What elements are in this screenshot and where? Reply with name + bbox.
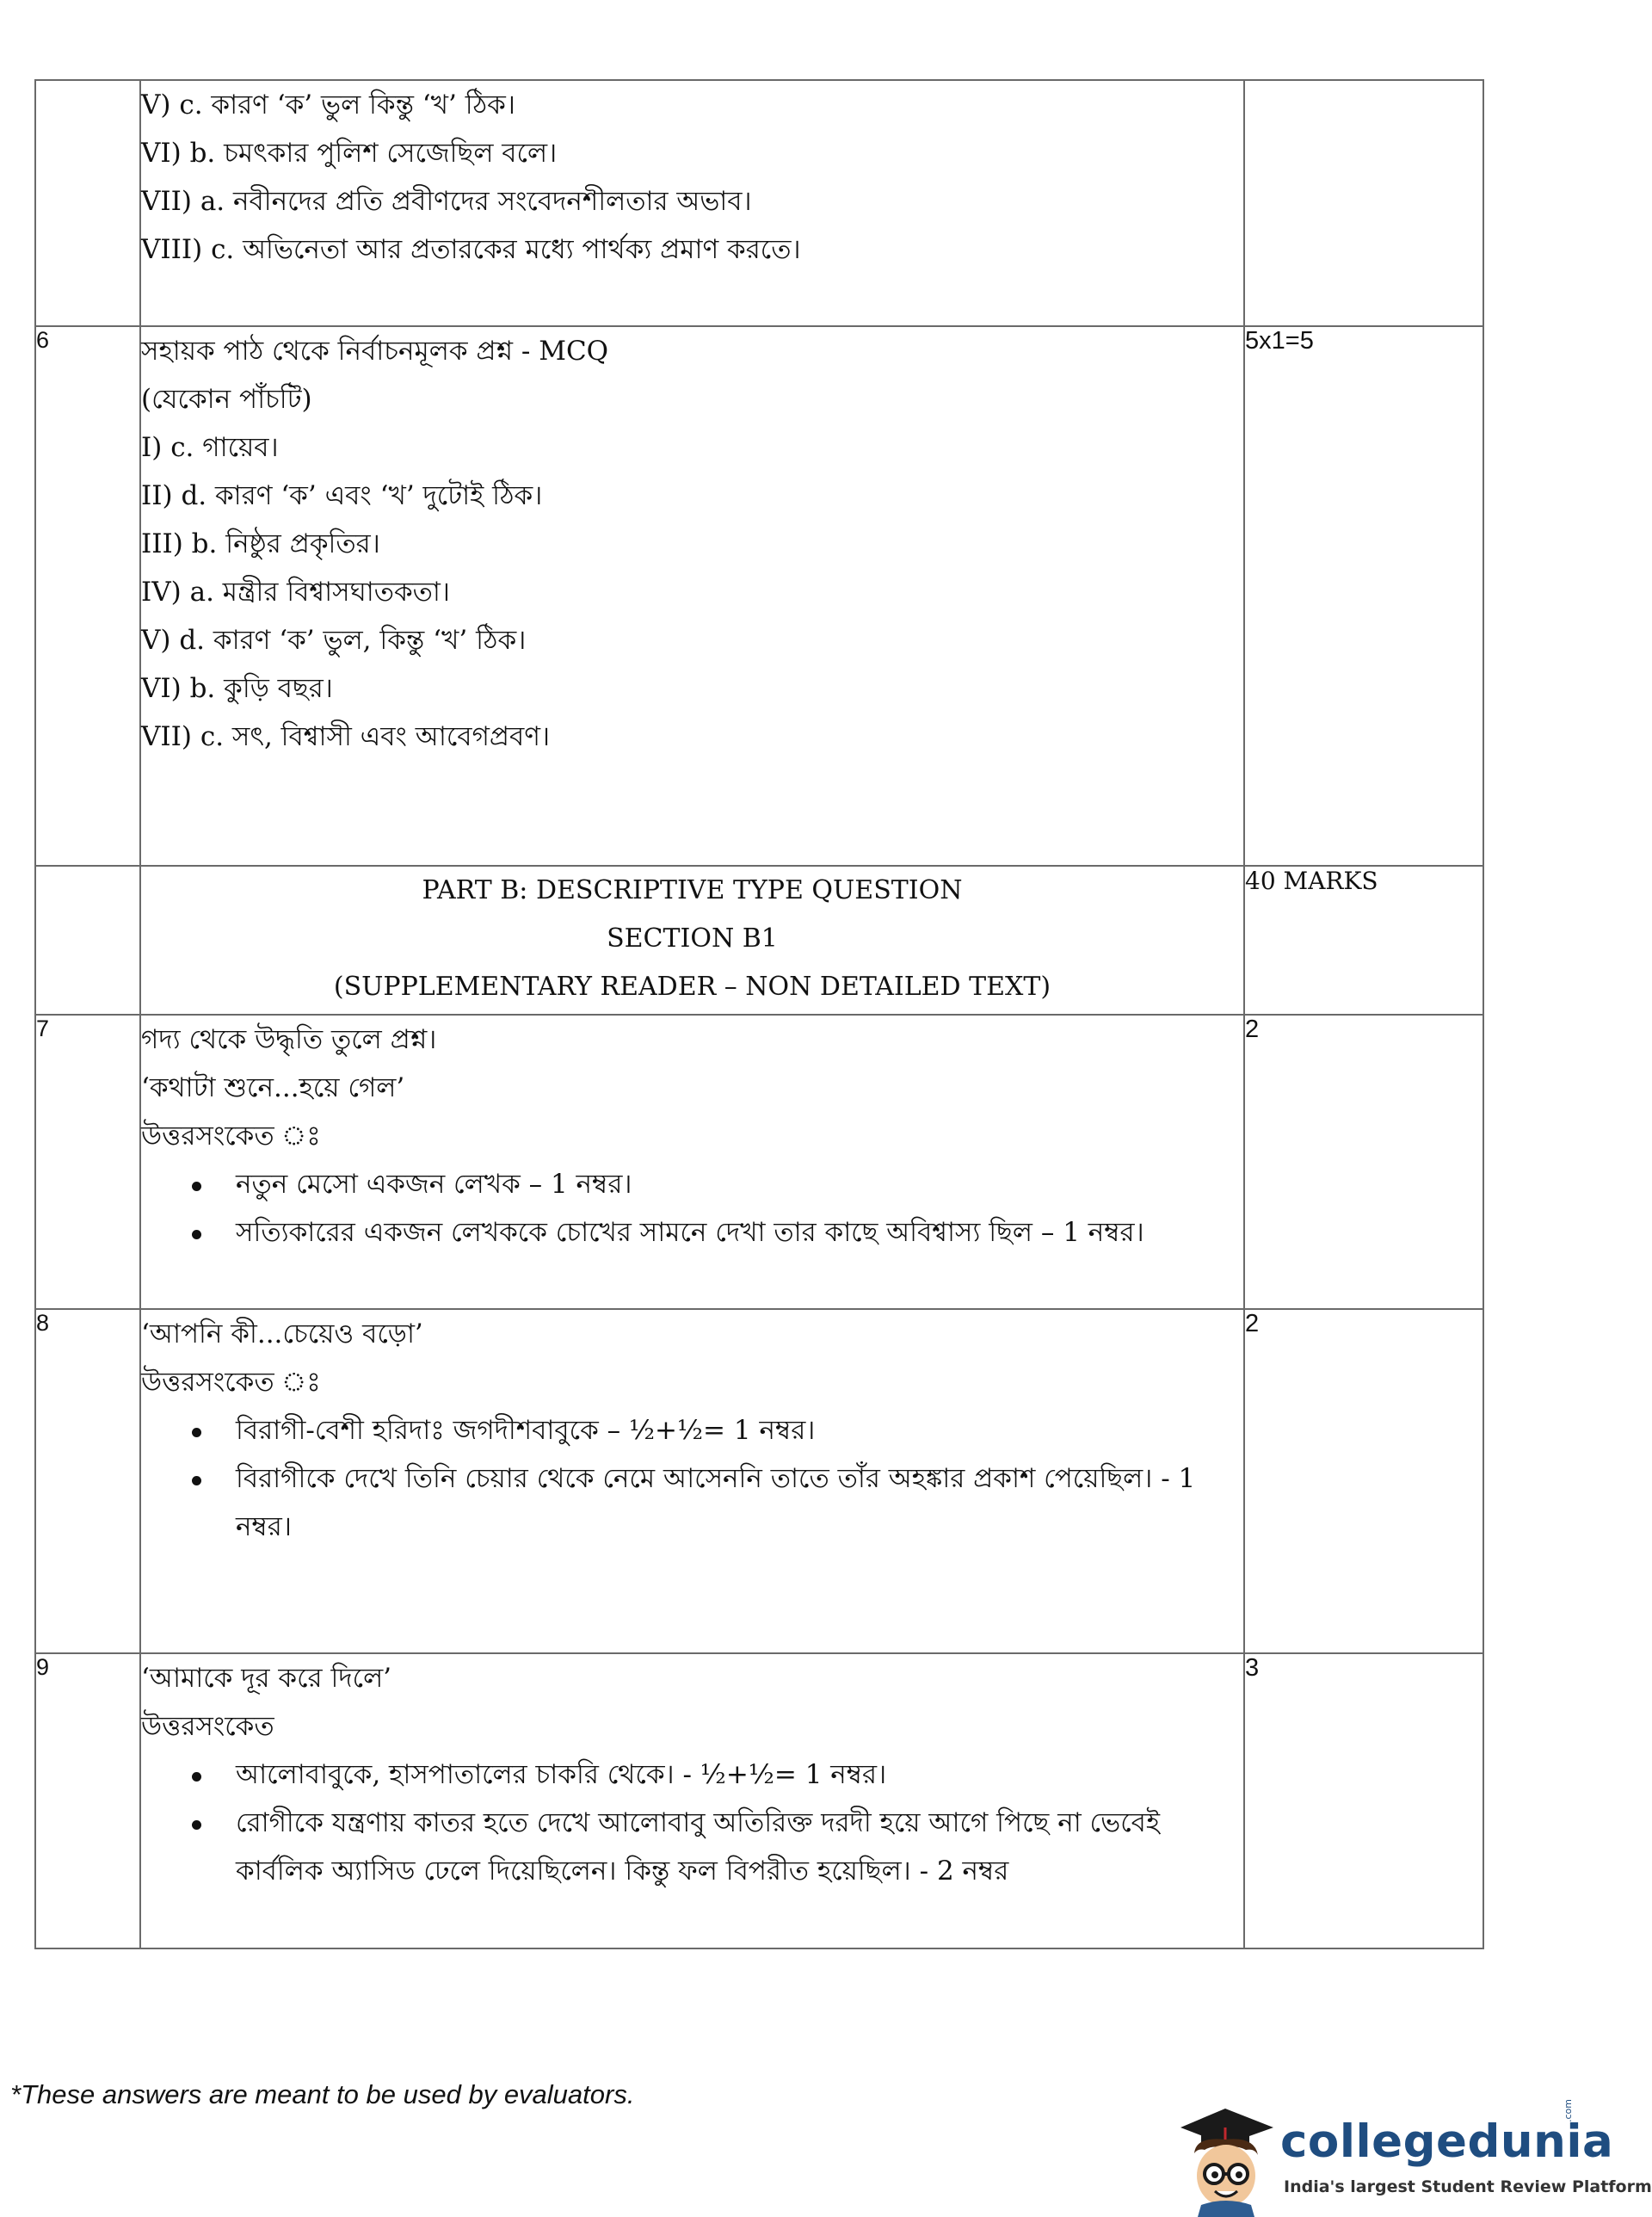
list-item: রোগীকে যন্ত্রণায় কাতর হতে দেখে আলোবাবু অতিরিক্ত দরদী হয়ে আগে পিছে না ভেবেই কার্বলিক অ্যাসিড ঢেলে দিয়েছিলেন। কিন্তু ফল বিপরীত হয়েছিল। - 2 নম্বর: [236, 1799, 1243, 1895]
question-number: 9: [35, 1653, 140, 1948]
table-row: [35, 326, 1483, 866]
brand-domain: .com: [1563, 2099, 1574, 2122]
table-row: [35, 1015, 1483, 1309]
answer-bullets: [141, 1751, 1243, 1895]
answer-line: উত্তরসংকেত ঃ: [141, 1367, 321, 1398]
answer-line: I) c. গায়েব।: [141, 432, 279, 463]
answer-bullets: [141, 1406, 1243, 1551]
answer-key-table: [34, 79, 1484, 1949]
marks-cell: 3: [1244, 1653, 1483, 1948]
collegedunia-logo: [1172, 2099, 1652, 2217]
table-row: [35, 1309, 1483, 1653]
question-number: 6: [35, 326, 140, 866]
answer-body: [140, 1653, 1244, 1948]
evaluator-footnote: *These answers are meant to be used by evaluators.: [10, 2079, 635, 2109]
question-number: [35, 866, 140, 1015]
answer-line: ‘আপনি কী...চেয়েও বড়ো’: [141, 1318, 423, 1349]
table-row: [35, 866, 1483, 1015]
question-number: 8: [35, 1309, 140, 1653]
marks-cell: [1244, 80, 1483, 326]
answer-line: গদ্য থেকে উদ্ধৃতি তুলে প্রশ্ন।: [141, 1024, 437, 1055]
answer-line: IV) a. মন্ত্রীর বিশ্বাসঘাতকতা।: [141, 577, 450, 608]
answer-line: II) d. কারণ ‘ক’ এবং ‘খ’ দুটোই ঠিক।: [141, 480, 543, 511]
answer-line: (যেকোন পাঁচটি): [141, 384, 312, 415]
answer-line: ‘কথাটা শুনে...হয়ে গেল’: [141, 1072, 405, 1103]
answer-line: VII) c. সৎ, বিশ্বাসী এবং আবেগপ্রবণ।: [141, 721, 551, 752]
marks-cell: 40 MARKS: [1244, 866, 1483, 1015]
answer-body: [140, 1309, 1244, 1653]
answer-body: [140, 326, 1244, 866]
question-number: 7: [35, 1015, 140, 1309]
brand-name: collegedunia: [1280, 2115, 1614, 2168]
answer-line: উত্তরসংকেত ঃ: [141, 1121, 321, 1152]
answer-line: VI) b. চমৎকার পুলিশ সেজেছিল বলে।: [141, 138, 558, 169]
answer-line: V) c. কারণ ‘ক’ ভুল কিন্তু ‘খ’ ঠিক।: [141, 90, 515, 120]
answer-line: VIII) c. অভিনেতা আর প্রতারকের মধ্যে পার্থক্য প্রমাণ করতে।: [141, 234, 801, 265]
answer-line: সহায়ক পাঠ থেকে নির্বাচনমূলক প্রশ্ন - MCQ: [141, 336, 609, 367]
section-title: SECTION B1: [607, 923, 778, 954]
section-heading: [140, 866, 1244, 1015]
section-subtitle: (SUPPLEMENTARY READER – NON DETAILED TEXT): [333, 972, 1051, 1002]
list-item: বিরাগী-বেশী হরিদাঃ জগদীশবাবুকে – ½+½= 1 নম্বর।: [236, 1406, 1243, 1454]
list-item: আলোবাবুকে, হাসপাতালের চাকরি থেকে। - ½+½= 1 নম্বর।: [236, 1751, 1243, 1799]
answer-line: III) b. নিষ্ঠুর প্রকৃতির।: [141, 528, 380, 559]
answer-body: [140, 80, 1244, 326]
part-title: PART B: DESCRIPTIVE TYPE QUESTION: [422, 875, 963, 905]
answer-line: VI) b. কুড়ি বছর।: [141, 673, 333, 704]
list-item: সত্যিকারের একজন লেখককে চোখের সামনে দেখা তার কাছে অবিশ্বাস্য ছিল – 1 নম্বর।: [236, 1208, 1243, 1257]
table-row: [35, 80, 1483, 326]
answer-line: উত্তরসংকেত: [141, 1711, 274, 1742]
list-item: বিরাগীকে দেখে তিনি চেয়ার থেকে নেমে আসেননি তাতে তাঁর অহঙ্কার প্রকাশ পেয়েছিল। - 1 নম্বর।: [236, 1454, 1243, 1551]
answer-line: VII) a. নবীনদের প্রতি প্রবীণদের সংবেদনশীলতার অভাব।: [141, 186, 752, 217]
answer-body: [140, 1015, 1244, 1309]
answer-line: V) d. কারণ ‘ক’ ভুল, কিন্তু ‘খ’ ঠিক।: [141, 625, 527, 656]
question-number: [35, 80, 140, 326]
list-item: নতুন মেসো একজন লেখক – 1 নম্বর।: [236, 1160, 1243, 1208]
table-row: [35, 1653, 1483, 1948]
student-mascot-icon: [1172, 2102, 1282, 2217]
brand-tagline: India's largest Student Review Platform: [1284, 2177, 1652, 2196]
marks-cell: 5x1=5: [1244, 326, 1483, 866]
answer-bullets: [141, 1160, 1243, 1257]
marks-cell: 2: [1244, 1015, 1483, 1309]
answer-line: ‘আমাকে দূর করে দিলে’: [141, 1663, 392, 1694]
marks-cell: 2: [1244, 1309, 1483, 1653]
